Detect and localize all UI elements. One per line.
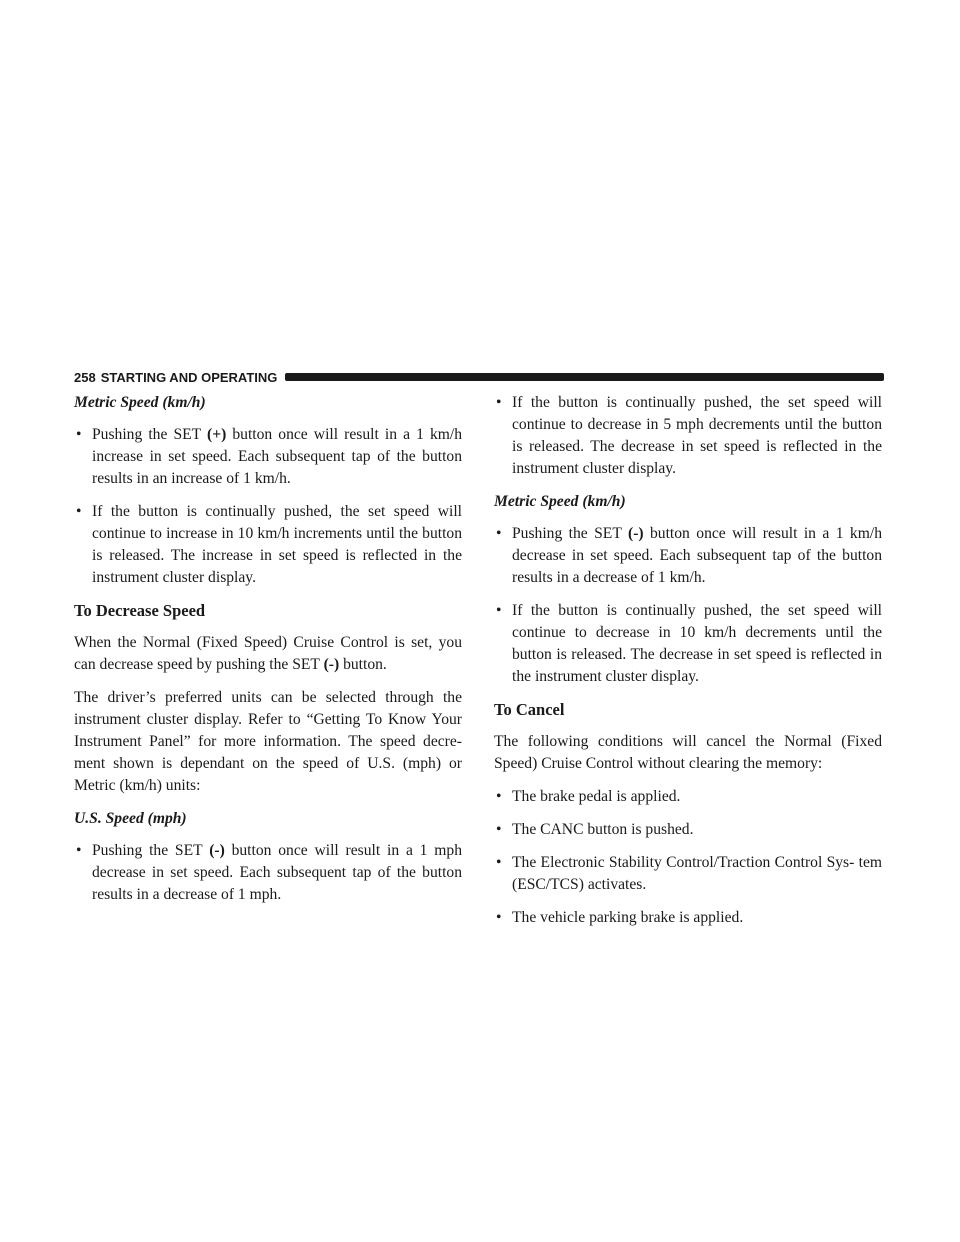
bullet-icon: • [496, 909, 502, 926]
cancel-conditions-list [494, 786, 882, 929]
bullet-icon: • [496, 854, 502, 871]
bullet-icon: • [496, 821, 502, 838]
left-column [74, 392, 462, 917]
list-item: • Pushing the SET (-) button once will result in a 1 km/h decrease in set speed. Each subsequent tap of the button results in a decrease of 1 km/h. [496, 525, 882, 586]
set-plus-label: (+) [207, 426, 227, 443]
us-decrease-list [74, 840, 462, 906]
decrease-speed-intro: When the Normal (Fixed Speed) Cruise Control is set, you can decrease speed by pushing the SET (-) button. [74, 634, 462, 673]
page-header [74, 369, 884, 385]
cancel-heading: To Cancel [494, 700, 565, 719]
header-rule [285, 373, 884, 381]
list-item: • If the button is continually pushed, the set speed will continue to decrease in 5 mph decrements until the button is released. The decrease in set speed is reflected in the instrument cluster display. [496, 394, 882, 477]
set-minus-label: (-) [628, 525, 644, 542]
list-item: • The Electronic Stability Control/Traction Control Sys- tem (ESC/TCS) activates. [496, 854, 882, 893]
list-item: • The CANC button is pushed. [494, 819, 882, 841]
list-item: • Pushing the SET (-) button once will result in a 1 mph decrease in set speed. Each subsequent tap of the button results in a decrease of 1 mph. [76, 842, 463, 903]
metric-speed-heading: Metric Speed (km/h) [74, 394, 206, 411]
list-item: • If the button is continually pushed, the set speed will continue to decrease in 10 km/h decrements until the button is released. The decrease in set speed is reflected in the instrument cluster display. [496, 602, 882, 685]
bullet-icon: • [76, 503, 82, 520]
bullet-icon: • [76, 842, 82, 859]
list-item: • The brake pedal is applied. [494, 786, 882, 808]
right-column [494, 392, 882, 940]
metric-increase-list [74, 424, 462, 589]
metric-speed-heading: Metric Speed (km/h) [494, 493, 626, 510]
list-item: • The vehicle parking brake is applied. [494, 907, 882, 929]
cancel-intro: The following conditions will cancel the Normal (Fixed Speed) Cruise Control without clearing the memory: [494, 733, 882, 772]
units-paragraph: The driver’s preferred units can be selected through the instrument cluster display. Refer to “Getting To Know Your Instrument Panel” for more information. The speed decre- ment shown is dependant on the speed of U.S. (mph) or Metric (km/h) units: [74, 689, 462, 794]
bullet-icon: • [76, 426, 82, 443]
page-number: 258 [74, 369, 96, 385]
set-minus-label: (-) [209, 842, 225, 859]
metric-decrease-list [494, 523, 882, 688]
list-item: • Pushing the SET (+) button once will result in a 1 km/h increase in set speed. Each subsequent tap of the button results in an increase of 1 km/h. [76, 426, 462, 487]
bullet-icon: • [496, 525, 502, 542]
decrease-speed-heading: To Decrease Speed [74, 601, 206, 620]
bullet-icon: • [496, 788, 502, 805]
bullet-icon: • [496, 394, 502, 411]
us-speed-heading: U.S. Speed (mph) [74, 810, 187, 827]
us-decrease-list-continued [494, 392, 882, 480]
set-minus-label: (-) [323, 656, 340, 673]
list-item: • If the button is continually pushed, the set speed will continue to increase in 10 km/h increments until the button is released. The increase in set speed is reflected in the instrument cluster display. [76, 503, 462, 586]
section-title: STARTING AND OPERATING [100, 369, 278, 385]
bullet-icon: • [496, 602, 502, 619]
